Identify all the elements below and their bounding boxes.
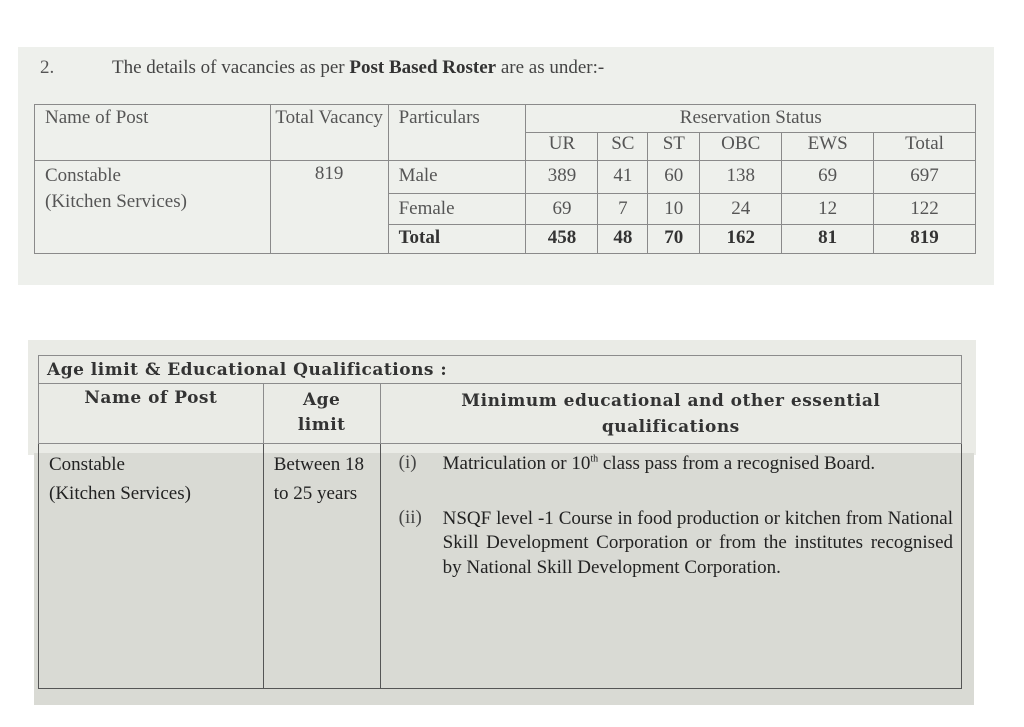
post-name-line2: (Kitchen Services) (45, 190, 187, 212)
item-text-part: Matriculation or 10 (442, 453, 591, 474)
header-age-limit: Age limit (263, 384, 380, 444)
row-label-total: Total (388, 225, 526, 254)
header-cat-ur: UR (526, 133, 598, 161)
table-cell: 819 (874, 225, 976, 254)
row-label-female: Female (388, 194, 526, 225)
header-cat-ews: EWS (782, 133, 874, 161)
table-cell: 69 (526, 194, 598, 225)
row-label-male: Male (388, 161, 526, 194)
qualification-list (380, 444, 961, 689)
table-cell: 10 (648, 194, 700, 225)
header-name-of-post: Name of Post (39, 384, 264, 444)
post-name-cell (35, 161, 271, 254)
intro-prefix: The details of vacancies as per (112, 57, 345, 78)
table-cell: 697 (874, 161, 976, 194)
header-cat-st: ST (648, 133, 700, 161)
item-text: NSQF level -1 Course in food production or kitchen from National Skill Development Corporation or from the institutes recognised by National Skill Development Corporation. (442, 507, 953, 579)
item-number: (i) (398, 452, 417, 473)
header-reservation-status: Reservation Status (526, 105, 976, 133)
table-cell: 12 (782, 194, 874, 225)
table-cell: 24 (700, 194, 782, 225)
section-number: 2. (40, 57, 55, 78)
intro-suffix: are as under:- (500, 57, 605, 78)
table-cell: 70 (648, 225, 700, 254)
item-text-part: class pass from a recognised Board. (598, 453, 876, 474)
table-cell: 60 (648, 161, 700, 194)
list-item (381, 452, 961, 477)
item-number: (ii) (398, 506, 422, 528)
header-name-of-post: Name of Post (35, 105, 271, 161)
item-text-sup: th (590, 453, 599, 465)
header-cat-sc: SC (598, 133, 648, 161)
header-cat-total: Total (874, 133, 976, 161)
table-cell: 122 (874, 194, 976, 225)
header-total-vacancy: Total Vacancy (270, 105, 388, 161)
table-cell: 138 (700, 161, 782, 194)
table-cell: 41 (598, 161, 648, 194)
table-cell: 389 (526, 161, 598, 194)
age-limit-value: Between 18 to 25 years (263, 444, 380, 689)
vacancy-intro (40, 57, 604, 79)
table-cell: 81 (782, 225, 874, 254)
total-vacancy-value: 819 (270, 161, 388, 254)
table-cell: 48 (598, 225, 648, 254)
header-cat-obc: OBC (700, 133, 782, 161)
post-name-line1: Constable (49, 454, 125, 475)
table-cell: 458 (526, 225, 598, 254)
table-cell: 69 (782, 161, 874, 194)
post-name-line2: (Kitchen Services) (49, 483, 191, 505)
table-cell: 162 (700, 225, 782, 254)
intro-bold: Post Based Roster (349, 57, 497, 78)
list-item (381, 507, 961, 581)
table-cell: 7 (598, 194, 648, 225)
post-name-cell (39, 444, 264, 689)
qualification-title: Age limit & Educational Qualifications : (39, 356, 962, 384)
item-text (443, 452, 961, 477)
qualification-table (38, 355, 962, 689)
header-particulars: Particulars (388, 105, 526, 161)
post-name-line1: Constable (45, 165, 121, 186)
vacancy-table (34, 104, 976, 254)
header-qualifications: Minimum educational and other essential qualifications (380, 384, 961, 444)
